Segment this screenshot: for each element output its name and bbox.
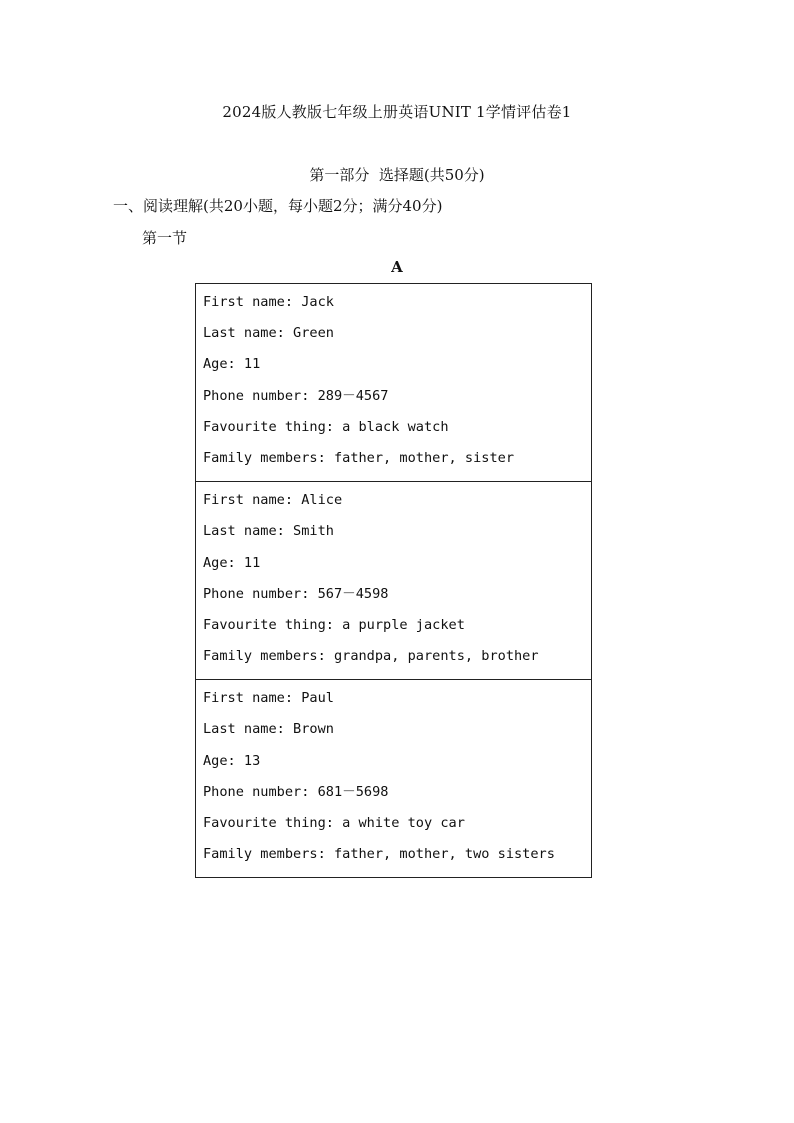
last-name-field: Last name: Brown: [203, 721, 334, 738]
passage-label: A: [391, 258, 403, 276]
favourite-thing-field: Favourite thing: a white toy car: [203, 815, 465, 831]
last-name-field: Last name: Smith: [203, 523, 334, 540]
favourite-thing-field: Favourite thing: a black watch: [203, 418, 449, 435]
family-members-field: Family members: grandpa, parents, brother: [203, 648, 539, 665]
info-card-alice: [196, 481, 591, 679]
part-title: 第一部分 选择题(共50分): [309, 166, 485, 184]
document-title: 2024版人教版七年级上册英语UNIT 1学情评估卷1: [222, 103, 572, 121]
age-field: Age: 11: [203, 554, 261, 571]
phone-number-field: Phone number: 681－5698: [203, 783, 389, 800]
student-info-table: [195, 283, 592, 878]
info-card-jack: [196, 284, 591, 481]
phone-number-field: Phone number: 567－4598: [203, 585, 389, 602]
family-members-field: Family members: father, mother, sister: [203, 449, 514, 466]
age-field: Age: 11: [203, 356, 261, 373]
favourite-thing-field: Favourite thing: a purple jacket: [203, 616, 465, 633]
phone-number-field: Phone number: 289－4567: [203, 387, 389, 404]
last-name-field: Last name: Green: [203, 325, 334, 342]
info-card-paul: [196, 679, 591, 877]
first-name-field: First name: Paul: [203, 690, 334, 707]
subsection-title: 第一节: [142, 229, 188, 247]
family-members-field: Family members: father, mother, two sisters: [203, 846, 555, 863]
section-heading: 一、阅读理解(共20小题，每小题2分；满分40分): [113, 197, 443, 215]
first-name-field: First name: Alice: [203, 492, 343, 509]
age-field: Age: 13: [203, 752, 261, 769]
first-name-field: First name: Jack: [203, 294, 334, 310]
